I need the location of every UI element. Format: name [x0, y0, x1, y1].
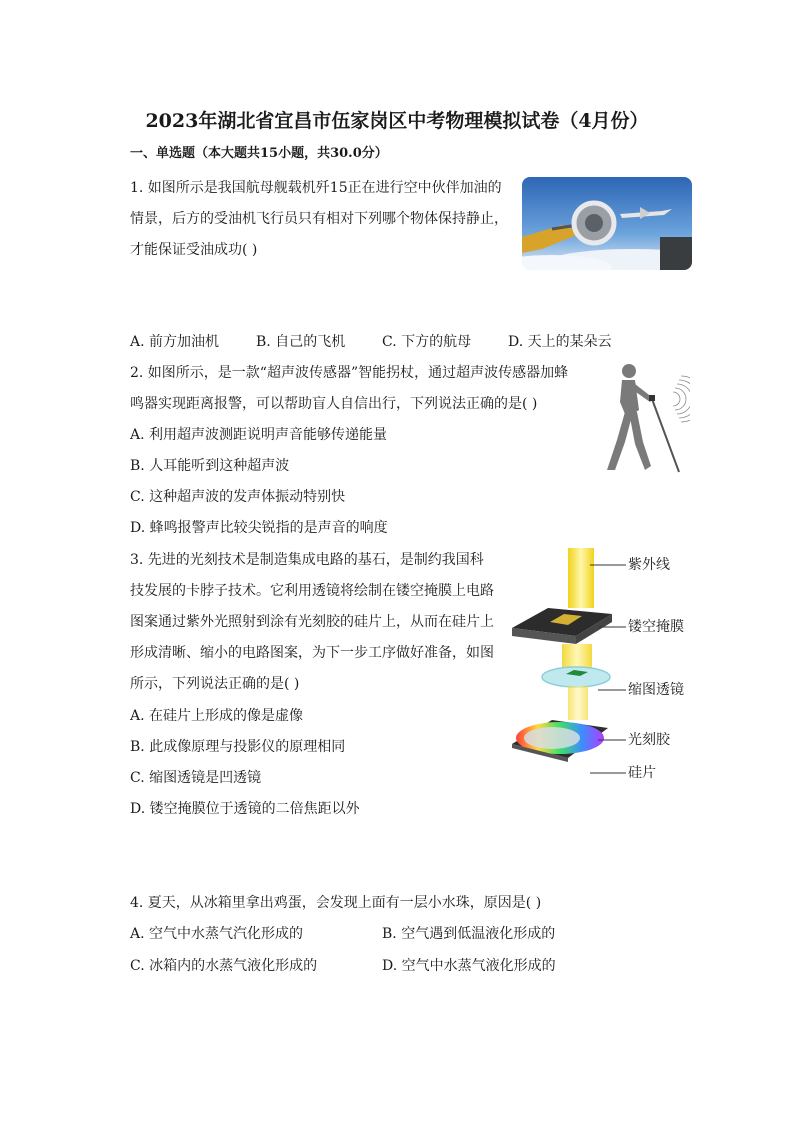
- q3-stem-line4: 形成清晰、缩小的电路图案，为下一步工序做好准备，如图: [130, 645, 494, 661]
- q1-option-c: C. 下方的航母: [382, 334, 472, 350]
- q4-option-d: D. 空气中水蒸气液化形成的: [382, 958, 556, 974]
- refueling-aircraft-photo: [522, 177, 692, 270]
- section-heading: 一、单选题（本大题共15小题，共30.0分）: [130, 146, 388, 161]
- q2-stem-line2: 鸣器实现距离报警，可以帮助盲人自信出行，下列说法正确的是( ): [130, 396, 538, 412]
- q1-stem-line3: 才能保证受油成功( ): [130, 242, 258, 258]
- figure-label-lens: 缩图透镜: [628, 682, 684, 698]
- q3-stem-line3: 图案通过紫外光照射到涂有光刻胶的硅片上，从而在硅片上: [130, 614, 494, 630]
- q3-stem-line5: 所示，下列说法正确的是( ): [130, 676, 300, 692]
- q2-option-d: D. 蜂鸣报警声比较尖锐指的是声音的响度: [130, 520, 388, 536]
- q4-option-c: C. 冰箱内的水蒸气液化形成的: [130, 958, 318, 974]
- q1-option-b: B. 自己的飞机: [256, 334, 346, 350]
- q4-option-a: A. 空气中水蒸气汽化形成的: [130, 926, 304, 942]
- q4-option-b: B. 空气遇到低温液化形成的: [382, 926, 556, 942]
- q3-option-c: C. 缩图透镜是凹透镜: [130, 770, 262, 786]
- lithography-leader-lines: [590, 555, 630, 785]
- q1-option-a: A. 前方加油机: [130, 334, 220, 350]
- blind-person-cane-illustration: [595, 362, 690, 477]
- q3-stem-line1: 3. 先进的光刻技术是制造集成电路的基石，是制约我国科: [130, 552, 484, 568]
- q3-option-d: D. 镂空掩膜位于透镜的二倍焦距以外: [130, 801, 360, 817]
- q1-stem-line2: 情景，后方的受油机飞行员只有相对下列哪个物体保持静止，: [130, 211, 508, 227]
- page-title: 2023年湖北省宜昌市伍家岗区中考物理模拟试卷（4月份）: [145, 110, 649, 132]
- q1-stem-line1: 1. 如图所示是我国航母舰载机歼15正在进行空中伙伴加油的: [130, 180, 502, 196]
- figure-label-photoresist: 光刻胶: [628, 732, 670, 748]
- figure-label-mask: 镂空掩膜: [628, 619, 684, 635]
- figure-label-uv: 紫外线: [628, 557, 670, 573]
- q2-stem-line1: 2. 如图所示，是一款“超声波传感器”智能拐杖，通过超声波传感器加蜂: [130, 365, 569, 381]
- q4-stem: 4. 夏天，从冰箱里拿出鸡蛋，会发现上面有一层小水珠，原因是( ): [130, 895, 542, 911]
- q2-option-b: B. 人耳能听到这种超声波: [130, 458, 290, 474]
- q3-option-b: B. 此成像原理与投影仪的原理相同: [130, 739, 346, 755]
- q2-option-c: C. 这种超声波的发声体振动特别快: [130, 489, 346, 505]
- q3-option-a: A. 在硅片上形成的像是虚像: [130, 708, 304, 724]
- figure-label-wafer: 硅片: [628, 765, 656, 781]
- q2-option-a: A. 利用超声波测距说明声音能够传递能量: [130, 427, 388, 443]
- q3-stem-line2: 技发展的卡脖子技术。它利用透镜将绘制在镂空掩膜上电路: [130, 583, 494, 599]
- q1-option-d: D. 天上的某朵云: [508, 334, 612, 350]
